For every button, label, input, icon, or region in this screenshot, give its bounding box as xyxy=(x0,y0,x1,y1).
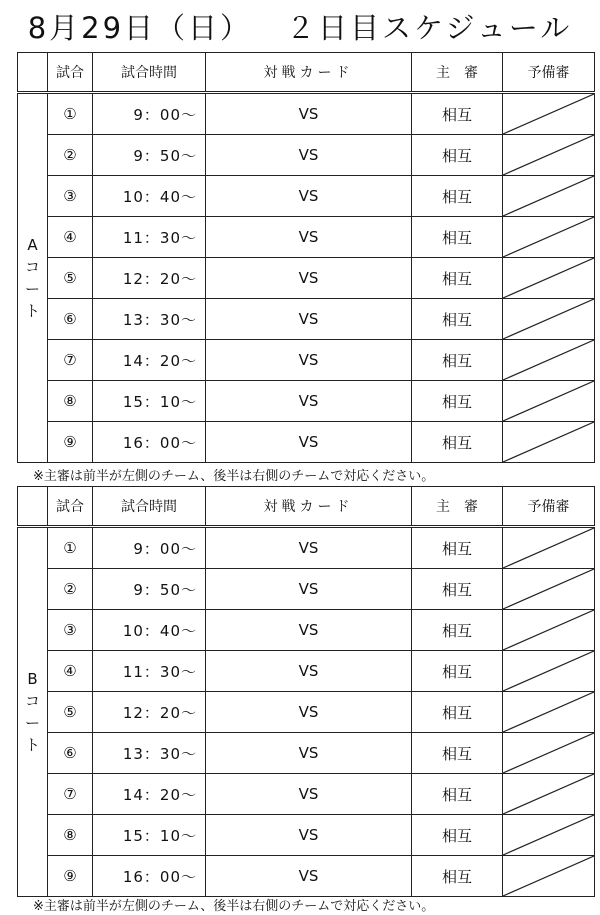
match-number: ⑥ xyxy=(48,299,93,340)
header-court xyxy=(18,53,48,93)
backup-referee xyxy=(503,135,595,176)
backup-referee xyxy=(503,733,595,774)
table-row xyxy=(18,527,595,569)
backup-referee xyxy=(503,856,595,897)
match-card: VS xyxy=(206,692,412,733)
main-referee: 相互 xyxy=(412,340,503,381)
main-referee: 相互 xyxy=(412,93,503,135)
header-ref: 主 審 xyxy=(412,487,503,527)
header-match: 試合 xyxy=(48,487,93,527)
diagonal-slash-icon xyxy=(503,340,594,380)
table-row xyxy=(18,856,595,897)
header-time: 試合時間 xyxy=(93,487,206,527)
diagonal-slash-icon xyxy=(503,774,594,814)
court-name-char: コ xyxy=(24,258,40,276)
diagonal-slash-icon xyxy=(503,856,594,896)
diagonal-slash-icon xyxy=(503,135,594,175)
backup-referee xyxy=(503,527,595,569)
diagonal-slash-icon xyxy=(503,815,594,855)
main-referee: 相互 xyxy=(412,422,503,463)
diagonal-slash-icon xyxy=(503,381,594,421)
diagonal-slash-icon xyxy=(503,217,594,257)
match-card: VS xyxy=(206,381,412,422)
header-court xyxy=(18,487,48,527)
table-row xyxy=(18,610,595,651)
match-card: VS xyxy=(206,422,412,463)
match-number: ② xyxy=(48,135,93,176)
main-referee: 相互 xyxy=(412,299,503,340)
match-time: 9：00～ xyxy=(93,93,206,135)
court-name-char: コ xyxy=(24,692,40,710)
diagonal-slash-icon xyxy=(503,176,594,216)
match-time: 10：40～ xyxy=(93,176,206,217)
main-referee: 相互 xyxy=(412,135,503,176)
diagonal-slash-icon xyxy=(503,610,594,650)
match-time: 12：20～ xyxy=(93,692,206,733)
title-label: ２日目スケジュール xyxy=(286,11,573,45)
match-card: VS xyxy=(206,856,412,897)
match-number: ⑨ xyxy=(48,856,93,897)
table-row xyxy=(18,93,595,135)
main-referee: 相互 xyxy=(412,856,503,897)
match-time: 15：10～ xyxy=(93,815,206,856)
diagonal-slash-icon xyxy=(503,651,594,691)
table-header-row xyxy=(18,53,595,93)
match-time: 9：50～ xyxy=(93,135,206,176)
table-header-row xyxy=(18,487,595,527)
table-row xyxy=(18,258,595,299)
match-card: VS xyxy=(206,527,412,569)
court-name-char: A xyxy=(27,236,38,254)
court-name-char: B xyxy=(27,670,38,688)
main-referee: 相互 xyxy=(412,258,503,299)
main-referee: 相互 xyxy=(412,217,503,258)
court-name-char: ト xyxy=(24,736,40,754)
main-referee: 相互 xyxy=(412,651,503,692)
match-number: ③ xyxy=(48,176,93,217)
match-number: ④ xyxy=(48,217,93,258)
table-row xyxy=(18,815,595,856)
main-referee: 相互 xyxy=(412,733,503,774)
match-time: 9：50～ xyxy=(93,569,206,610)
match-time: 13：30～ xyxy=(93,733,206,774)
header-backup: 予備審 xyxy=(503,53,595,93)
page-title xyxy=(0,8,600,48)
table-row xyxy=(18,651,595,692)
diagonal-slash-icon xyxy=(503,299,594,339)
match-number: ① xyxy=(48,93,93,135)
table-row xyxy=(18,217,595,258)
match-time: 10：40～ xyxy=(93,610,206,651)
match-number: ⑧ xyxy=(48,381,93,422)
match-number: ⑤ xyxy=(48,692,93,733)
table-row xyxy=(18,176,595,217)
diagonal-slash-icon xyxy=(503,733,594,773)
table-row xyxy=(18,299,595,340)
match-card: VS xyxy=(206,651,412,692)
match-time: 16：00～ xyxy=(93,856,206,897)
header-match: 試合 xyxy=(48,53,93,93)
backup-referee xyxy=(503,422,595,463)
main-referee: 相互 xyxy=(412,381,503,422)
match-number: ⑦ xyxy=(48,340,93,381)
backup-referee xyxy=(503,692,595,733)
match-number: ⑥ xyxy=(48,733,93,774)
court-b-note: ※主審は前半が左側のチーム、後半は右側のチームで対応ください。 xyxy=(33,899,435,914)
diagonal-slash-icon xyxy=(503,528,594,568)
match-number: ⑦ xyxy=(48,774,93,815)
table-row xyxy=(18,381,595,422)
match-number: ⑨ xyxy=(48,422,93,463)
match-number: ① xyxy=(48,527,93,569)
header-card: 対戦カード xyxy=(206,53,412,93)
table-row xyxy=(18,135,595,176)
match-card: VS xyxy=(206,610,412,651)
match-number: ③ xyxy=(48,610,93,651)
backup-referee xyxy=(503,610,595,651)
diagonal-slash-icon xyxy=(503,422,594,462)
match-card: VS xyxy=(206,733,412,774)
header-backup: 予備審 xyxy=(503,487,595,527)
backup-referee xyxy=(503,651,595,692)
table-row xyxy=(18,733,595,774)
main-referee: 相互 xyxy=(412,176,503,217)
backup-referee xyxy=(503,340,595,381)
header-card: 対戦カード xyxy=(206,487,412,527)
match-card: VS xyxy=(206,569,412,610)
backup-referee xyxy=(503,815,595,856)
court-name-char: ー xyxy=(24,280,40,298)
match-card: VS xyxy=(206,774,412,815)
backup-referee xyxy=(503,299,595,340)
match-time: 16：00～ xyxy=(93,422,206,463)
match-number: ⑧ xyxy=(48,815,93,856)
court-name-cell xyxy=(18,527,48,897)
court-b-schedule-table xyxy=(17,486,595,897)
match-card: VS xyxy=(206,340,412,381)
backup-referee xyxy=(503,217,595,258)
main-referee: 相互 xyxy=(412,527,503,569)
match-time: 13：30～ xyxy=(93,299,206,340)
backup-referee xyxy=(503,176,595,217)
court-name-cell xyxy=(18,93,48,463)
table-row xyxy=(18,422,595,463)
main-referee: 相互 xyxy=(412,610,503,651)
diagonal-slash-icon xyxy=(503,692,594,732)
match-time: 11：30～ xyxy=(93,651,206,692)
backup-referee xyxy=(503,258,595,299)
match-time: 14：20～ xyxy=(93,774,206,815)
header-time: 試合時間 xyxy=(93,53,206,93)
diagonal-slash-icon xyxy=(503,569,594,609)
match-card: VS xyxy=(206,299,412,340)
header-ref: 主 審 xyxy=(412,53,503,93)
main-referee: 相互 xyxy=(412,692,503,733)
court-name-char: ト xyxy=(24,302,40,320)
backup-referee xyxy=(503,774,595,815)
backup-referee xyxy=(503,381,595,422)
match-number: ⑤ xyxy=(48,258,93,299)
match-card: VS xyxy=(206,815,412,856)
match-time: 12：20～ xyxy=(93,258,206,299)
court-a-note: ※主審は前半が左側のチーム、後半は右側のチームで対応ください。 xyxy=(33,469,435,484)
match-time: 14：20～ xyxy=(93,340,206,381)
diagonal-slash-icon xyxy=(503,258,594,298)
match-card: VS xyxy=(206,176,412,217)
table-row xyxy=(18,569,595,610)
main-referee: 相互 xyxy=(412,569,503,610)
match-card: VS xyxy=(206,217,412,258)
backup-referee xyxy=(503,569,595,610)
match-number: ② xyxy=(48,569,93,610)
backup-referee xyxy=(503,93,595,135)
table-row xyxy=(18,340,595,381)
match-card: VS xyxy=(206,93,412,135)
table-row xyxy=(18,692,595,733)
court-name-char: ー xyxy=(24,714,40,732)
court-a-schedule-table xyxy=(17,52,595,463)
match-time: 15：10～ xyxy=(93,381,206,422)
main-referee: 相互 xyxy=(412,815,503,856)
table-row xyxy=(18,774,595,815)
match-time: 9：00～ xyxy=(93,527,206,569)
match-card: VS xyxy=(206,258,412,299)
match-card: VS xyxy=(206,135,412,176)
diagonal-slash-icon xyxy=(503,94,594,134)
title-date: 8月29日（日） xyxy=(27,11,253,45)
main-referee: 相互 xyxy=(412,774,503,815)
match-number: ④ xyxy=(48,651,93,692)
match-time: 11：30～ xyxy=(93,217,206,258)
